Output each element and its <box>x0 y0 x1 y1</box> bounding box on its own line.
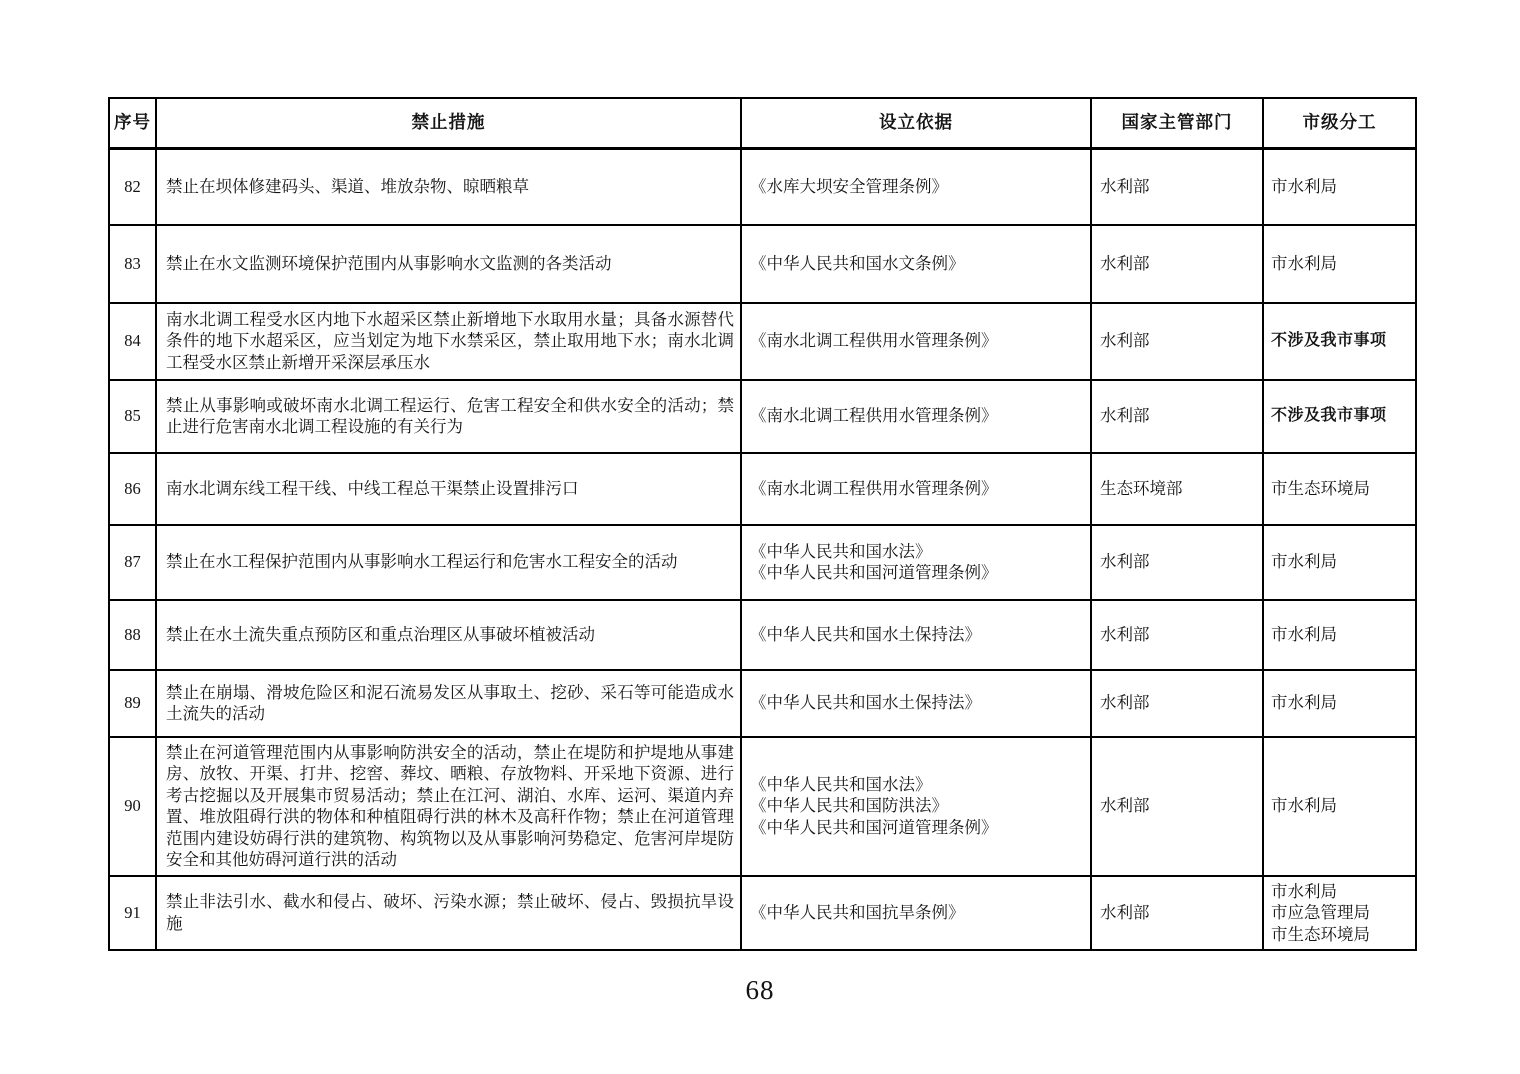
table-row <box>109 525 1416 600</box>
basis-cell <box>741 149 1091 225</box>
measure-cell: 禁止非法引水、截水和侵占、破坏、污染水源；禁止破坏、侵占、毁损抗旱设施 <box>156 876 741 951</box>
page-number: 68 <box>745 975 775 1005</box>
municipal-dept-line: 市水利局 <box>1271 693 1337 713</box>
row-number-cell: 85 <box>109 380 156 453</box>
table-row <box>109 303 1416 380</box>
municipal-cell <box>1263 876 1416 951</box>
law-citation: 《中华人民共和国水文条例》 <box>750 253 965 273</box>
law-citation: 《中华人民共和国抗旱条例》 <box>750 903 965 922</box>
municipal-dept-line: 市水利局 <box>1271 796 1337 816</box>
municipal-cell <box>1263 453 1416 525</box>
basis-cell <box>741 380 1091 453</box>
municipal-cell <box>1263 380 1416 453</box>
prohibition-measures-table <box>108 97 1417 951</box>
municipal-dept-line: 市水利局 <box>1271 253 1337 273</box>
municipal-dept-line: 市水利局 <box>1271 552 1337 572</box>
measure-cell: 禁止在水土流失重点预防区和重点治理区从事破坏植被活动 <box>156 600 741 670</box>
law-citation: 《中华人民共和国水法》 <box>750 774 932 794</box>
table-row <box>109 737 1416 876</box>
measure-cell: 禁止从事影响或破坏南水北调工程运行、危害工程安全和供水安全的活动；禁止进行危害南水北调工程设施的有关行为 <box>156 380 741 453</box>
table-header-row <box>109 98 1416 149</box>
basis-cell <box>741 303 1091 380</box>
law-citation: 《南水北调工程供用水管理条例》 <box>750 406 998 426</box>
basis-cell <box>741 453 1091 525</box>
law-citation: 《中华人民共和国水法》 <box>750 541 932 561</box>
row-number-cell: 90 <box>109 737 156 876</box>
header-municipal-division: 市级分工 <box>1263 98 1416 149</box>
national-dept-cell: 水利部 <box>1091 670 1263 737</box>
basis-cell <box>741 225 1091 303</box>
law-citation: 《中华人民共和国水土保持法》 <box>750 693 981 713</box>
municipal-cell <box>1263 525 1416 600</box>
header-serial-number: 序号 <box>109 98 156 149</box>
table-row <box>109 876 1416 951</box>
table-row <box>109 600 1416 670</box>
measure-cell: 禁止在水工程保护范围内从事影响水工程运行和危害水工程安全的活动 <box>156 525 741 600</box>
national-dept-cell: 生态环境部 <box>1091 453 1263 525</box>
header-establishment-basis: 设立依据 <box>741 98 1091 149</box>
law-citation: 《中华人民共和国河道管理条例》 <box>750 817 998 837</box>
law-citation: 《水库大坝安全管理条例》 <box>750 177 948 196</box>
municipal-dept-line: 市应急管理局 <box>1271 903 1370 922</box>
municipal-dept-line: 市生态环境局 <box>1271 478 1370 498</box>
law-citation: 《中华人民共和国河道管理条例》 <box>750 563 998 582</box>
header-national-department: 国家主管部门 <box>1091 98 1263 149</box>
municipal-cell <box>1263 303 1416 380</box>
table-row <box>109 670 1416 737</box>
law-citation: 《南水北调工程供用水管理条例》 <box>750 331 998 351</box>
municipal-cell <box>1263 737 1416 876</box>
measure-cell: 禁止在河道管理范围内从事影响防洪安全的活动，禁止在堤防和护堤地从事建房、放牧、开渠、打井、挖窖、葬坟、晒粮、存放物料、开采地下资源、进行考古挖掘以及开展集市贸易活动；禁止在江河、湖泊、水库、运河、渠道内弃置、堆放阻碍行洪的物体和种植阻碍行洪的林木及高秆作物；禁止在河道管理范围内建设妨碍行洪的建筑物、构筑物以及从事影响河势稳定、危害河岸堤防安全和其他妨碍河道行洪的活动 <box>156 737 741 876</box>
municipal-cell <box>1263 149 1416 225</box>
measure-cell: 南水北调东线工程干线、中线工程总干渠禁止设置排污口 <box>156 453 741 525</box>
row-number-cell: 84 <box>109 303 156 380</box>
table-row <box>109 149 1416 225</box>
measure-cell: 南水北调工程受水区内地下水超采区禁止新增地下水取用水量；具备水源替代条件的地下水超采区，应当划定为地下水禁采区，禁止取用地下水；南水北调工程受水区禁止新增开采深层承压水 <box>156 303 741 380</box>
measure-cell: 禁止在崩塌、滑坡危险区和泥石流易发区从事取土、挖砂、采石等可能造成水土流失的活动 <box>156 670 741 737</box>
municipal-cell <box>1263 600 1416 670</box>
basis-cell <box>741 876 1091 951</box>
row-number-cell: 86 <box>109 453 156 525</box>
national-dept-cell: 水利部 <box>1091 303 1263 380</box>
row-number-cell: 88 <box>109 600 156 670</box>
national-dept-cell: 水利部 <box>1091 600 1263 670</box>
national-dept-cell: 水利部 <box>1091 380 1263 453</box>
basis-cell <box>741 737 1091 876</box>
national-dept-cell: 水利部 <box>1091 225 1263 303</box>
table-body <box>109 149 1416 951</box>
municipal-dept-line: 市生态环境局 <box>1271 924 1370 944</box>
table-row <box>109 380 1416 453</box>
law-citation: 《中华人民共和国防洪法》 <box>750 796 948 816</box>
municipal-cell <box>1263 670 1416 737</box>
basis-cell <box>741 600 1091 670</box>
national-dept-cell: 水利部 <box>1091 525 1263 600</box>
row-number-cell: 91 <box>109 876 156 951</box>
table-row <box>109 225 1416 303</box>
row-number-cell: 83 <box>109 225 156 303</box>
law-citation: 《中华人民共和国水土保持法》 <box>750 624 981 644</box>
municipal-cell <box>1263 225 1416 303</box>
national-dept-cell: 水利部 <box>1091 876 1263 951</box>
basis-cell <box>741 525 1091 600</box>
measure-cell: 禁止在坝体修建码头、渠道、堆放杂物、晾晒粮草 <box>156 149 741 225</box>
national-dept-cell: 水利部 <box>1091 149 1263 225</box>
municipal-dept-line: 不涉及我市事项 <box>1271 407 1387 425</box>
header-prohibited-measures: 禁止措施 <box>156 98 741 149</box>
row-number-cell: 87 <box>109 525 156 600</box>
measure-cell: 禁止在水文监测环境保护范围内从事影响水文监测的各类活动 <box>156 225 741 303</box>
municipal-dept-line: 市水利局 <box>1271 177 1337 196</box>
row-number-cell: 82 <box>109 149 156 225</box>
municipal-dept-line: 不涉及我市事项 <box>1271 332 1387 350</box>
row-number-cell: 89 <box>109 670 156 737</box>
municipal-dept-line: 市水利局 <box>1271 624 1337 644</box>
law-citation: 《南水北调工程供用水管理条例》 <box>750 478 998 498</box>
basis-cell <box>741 670 1091 737</box>
table-row <box>109 453 1416 525</box>
national-dept-cell: 水利部 <box>1091 737 1263 876</box>
municipal-dept-line: 市水利局 <box>1271 881 1337 901</box>
